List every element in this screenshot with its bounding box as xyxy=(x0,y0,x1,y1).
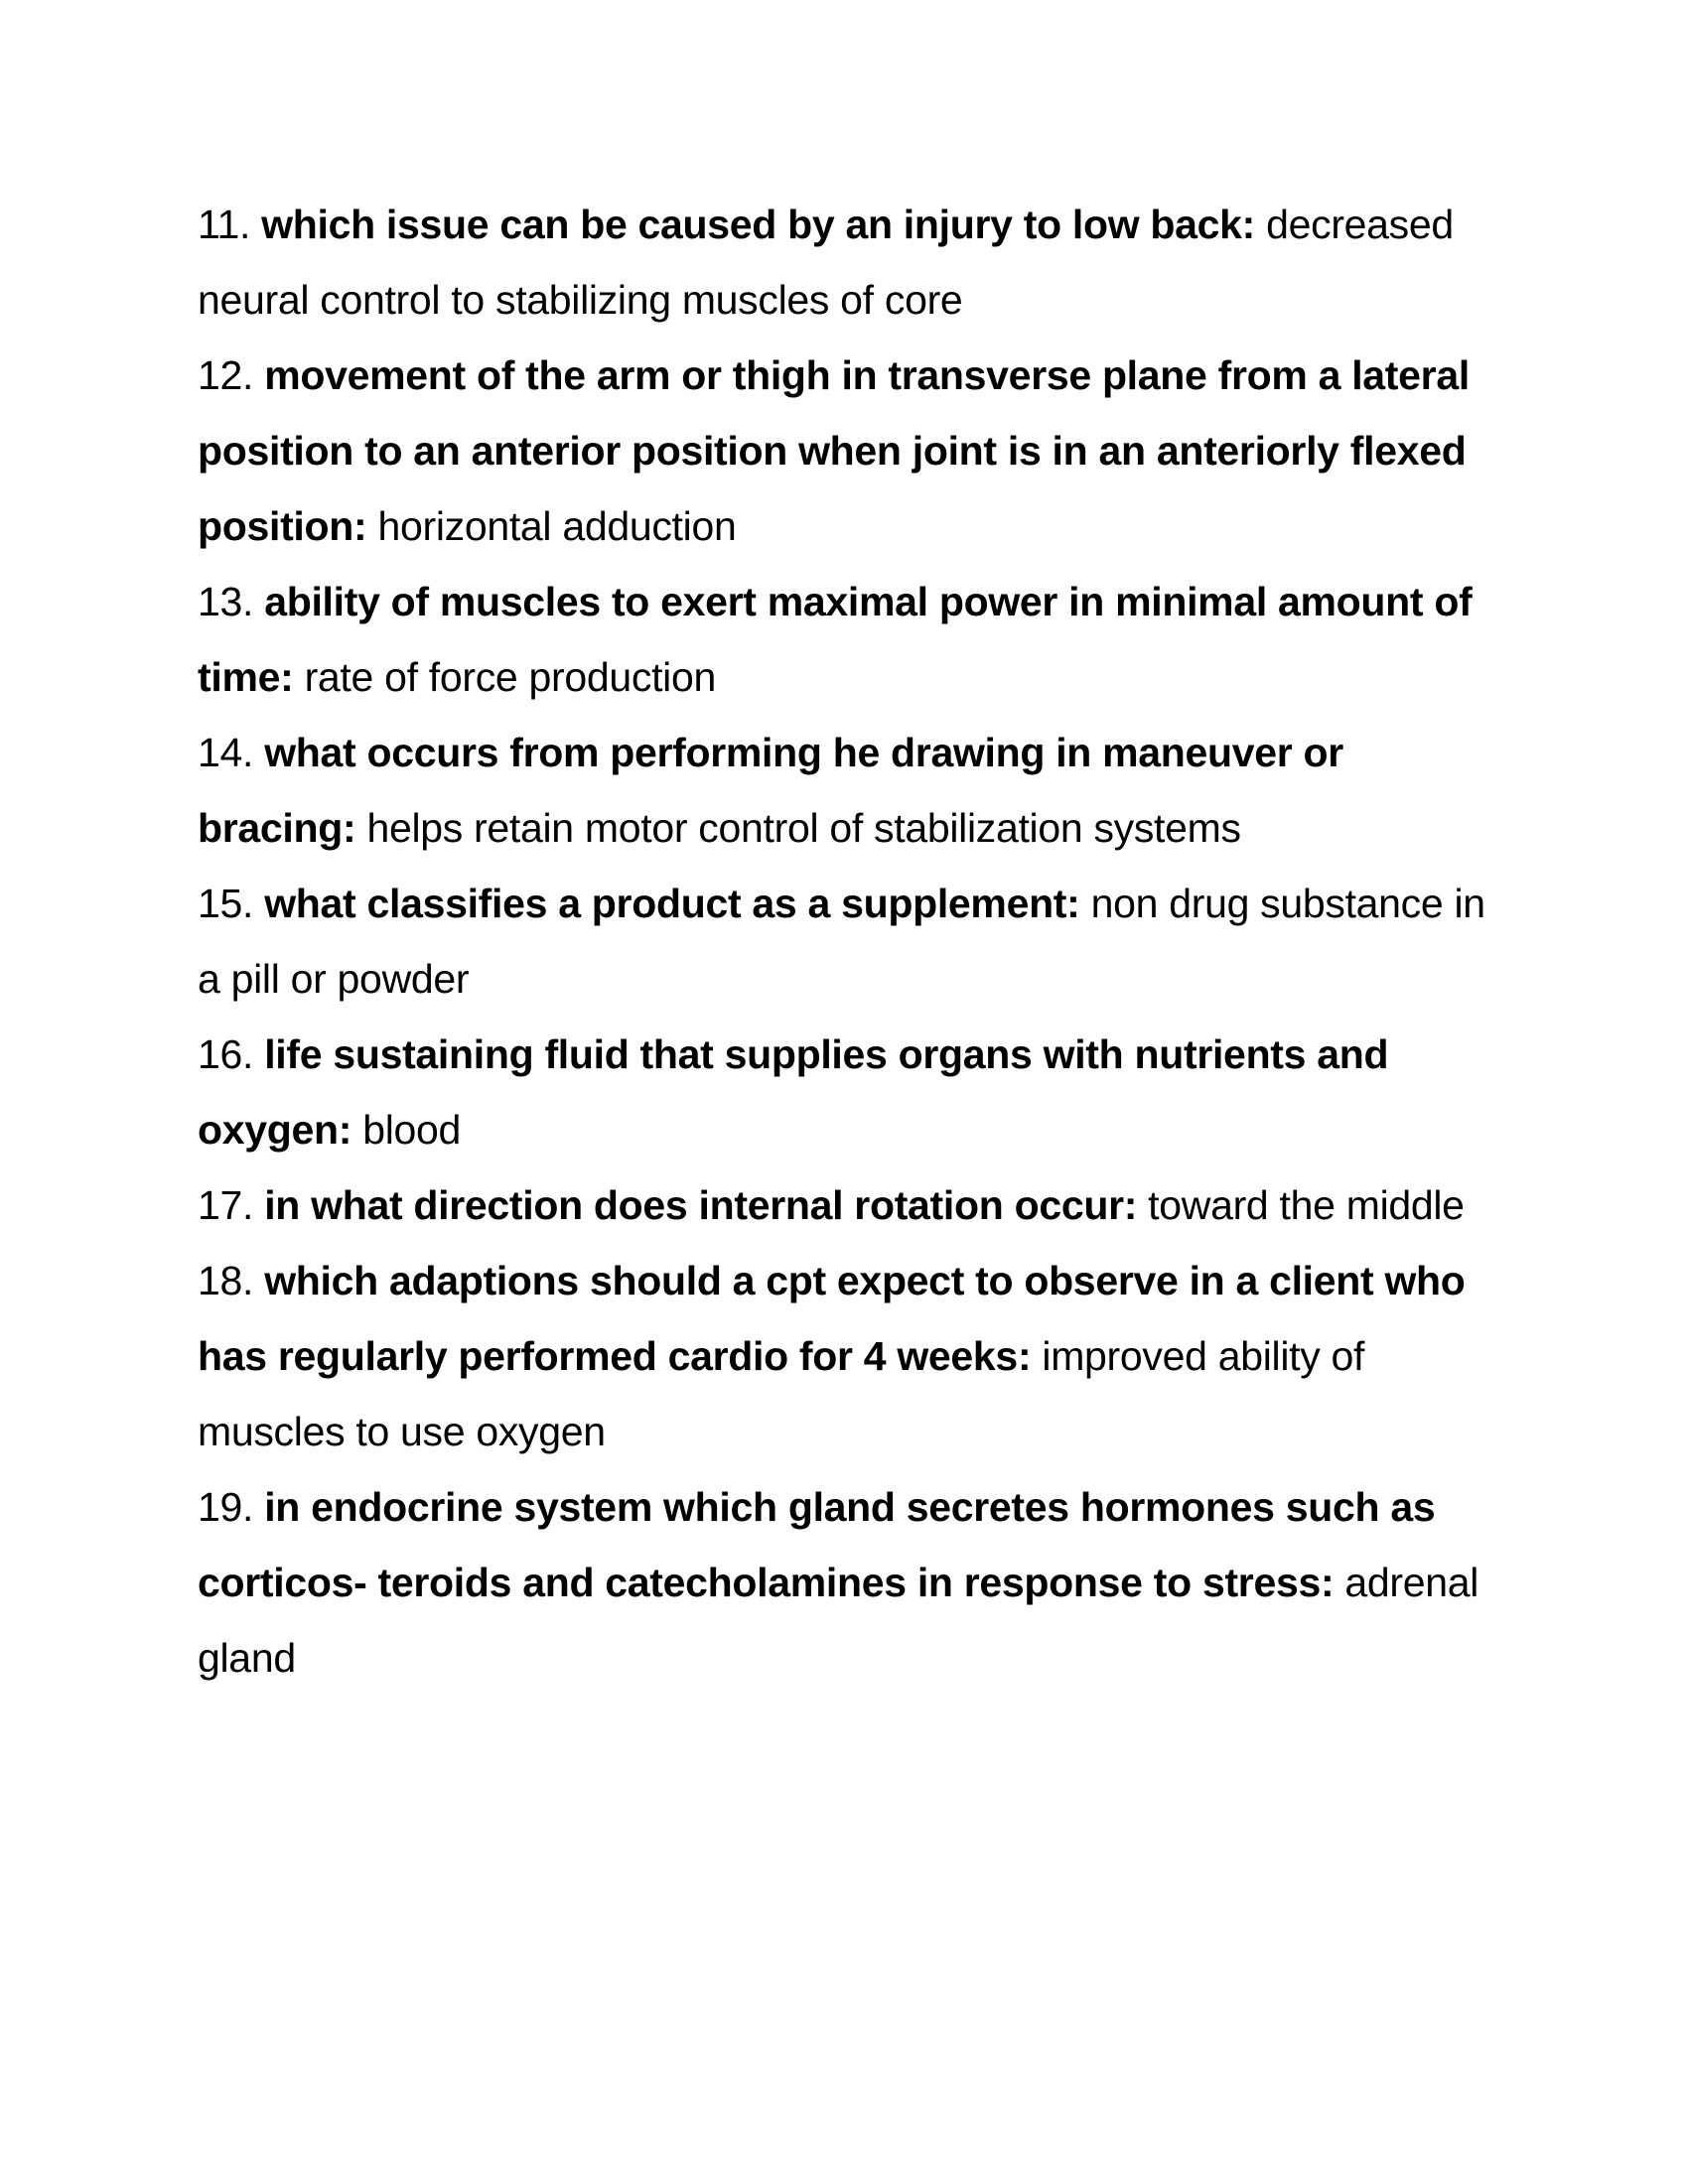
item-answer: decreased neural control to stabilizing muscles of core xyxy=(198,202,1454,323)
item-number: 16. xyxy=(198,1031,254,1077)
item-question: life sustaining fluid that supplies organs with nutrients and oxygen: xyxy=(198,1031,1389,1153)
item-answer: helps retain motor control of stabilization systems xyxy=(366,805,1241,851)
item-number: 11. xyxy=(198,202,251,247)
item-number: 13. xyxy=(198,579,254,624)
item-answer: rate of force production xyxy=(304,654,716,700)
item-question: what occurs from performing he drawing in maneuver or bracing: xyxy=(198,730,1343,851)
item-question: in what direction does internal rotation occur: xyxy=(264,1182,1138,1228)
flashcard-item xyxy=(198,1017,1488,1167)
item-question: which adaptions should a cpt expect to observe in a client who has regularly performed cardio for 4 weeks: xyxy=(198,1258,1466,1379)
flashcard-item xyxy=(198,1243,1488,1469)
item-answer: horizontal adduction xyxy=(377,503,737,549)
flashcard-list xyxy=(198,187,1488,1696)
item-answer: adrenal gland xyxy=(198,1560,1479,1681)
flashcard-item xyxy=(198,1167,1488,1243)
item-number: 19. xyxy=(198,1484,254,1530)
flashcard-item xyxy=(198,1469,1488,1696)
item-number: 17. xyxy=(198,1182,254,1228)
flashcard-item xyxy=(198,338,1488,564)
item-number: 15. xyxy=(198,881,254,926)
flashcard-item xyxy=(198,564,1488,715)
item-question: which issue can be caused by an injury to low back: xyxy=(261,202,1256,247)
item-number: 14. xyxy=(198,730,254,775)
flashcard-item xyxy=(198,866,1488,1017)
flashcard-item xyxy=(198,715,1488,866)
item-number: 12. xyxy=(198,352,254,398)
item-question: in endocrine system which gland secretes hormones such as corticos- teroids and catecholamines in response to stress: xyxy=(198,1484,1436,1605)
item-answer: blood xyxy=(362,1107,462,1153)
item-question: what classifies a product as a supplement: xyxy=(264,881,1080,926)
item-question: movement of the arm or thigh in transverse plane from a lateral position to an anterior position when joint is in an anteriorly flexed position: xyxy=(198,352,1470,549)
item-answer: toward the middle xyxy=(1148,1182,1465,1228)
item-number: 18. xyxy=(198,1258,254,1303)
item-question: ability of muscles to exert maximal power in minimal amount of time: xyxy=(198,579,1473,700)
item-answer: non drug substance in a pill or powder xyxy=(198,881,1485,1002)
flashcard-item xyxy=(198,187,1488,338)
item-answer: improved ability of muscles to use oxygen xyxy=(198,1333,1365,1454)
